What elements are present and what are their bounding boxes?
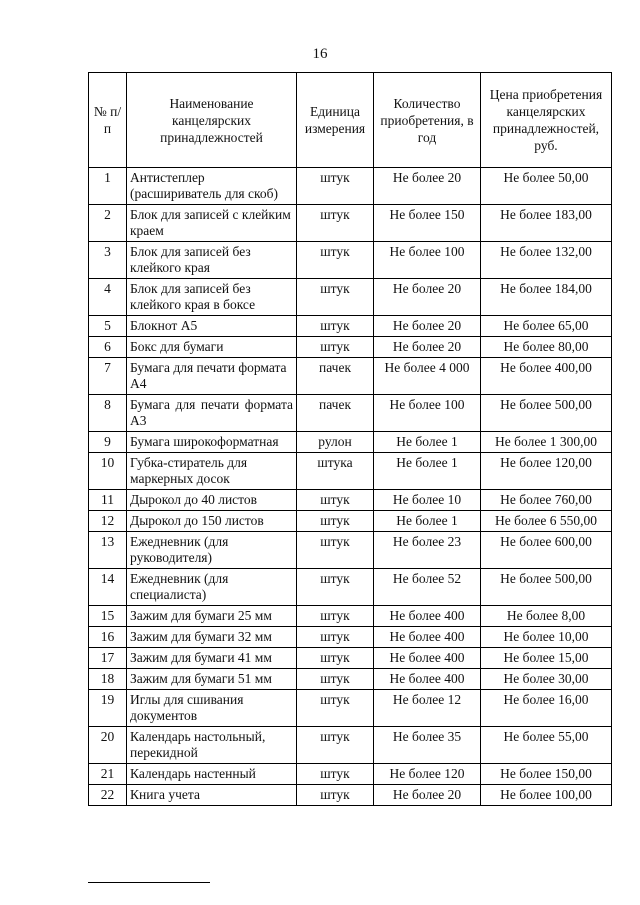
cell-price: Не более 100,00 bbox=[481, 785, 612, 806]
table-row bbox=[89, 337, 612, 358]
cell-unit: штук bbox=[297, 764, 374, 785]
cell-unit: штука bbox=[297, 453, 374, 490]
table-header-row bbox=[89, 73, 612, 168]
table-row bbox=[89, 490, 612, 511]
cell-name: Антистеплер (расшириватель для скоб) bbox=[127, 168, 297, 205]
cell-price: Не более 150,00 bbox=[481, 764, 612, 785]
table-row bbox=[89, 205, 612, 242]
cell-unit: штук bbox=[297, 669, 374, 690]
cell-number: 3 bbox=[89, 242, 127, 279]
table-row bbox=[89, 279, 612, 316]
cell-quantity: Не более 35 bbox=[374, 727, 481, 764]
header-unit: Единица измерения bbox=[297, 73, 374, 168]
cell-name: Дырокол до 150 листов bbox=[127, 511, 297, 532]
cell-price: Не более 6 550,00 bbox=[481, 511, 612, 532]
cell-price: Не более 500,00 bbox=[481, 569, 612, 606]
cell-number: 19 bbox=[89, 690, 127, 727]
cell-name: Бумага для печати формата А3 bbox=[127, 395, 297, 432]
cell-name: Иглы для сшивания документов bbox=[127, 690, 297, 727]
cell-name: Зажим для бумаги 25 мм bbox=[127, 606, 297, 627]
cell-unit: пачек bbox=[297, 395, 374, 432]
cell-price: Не более 400,00 bbox=[481, 358, 612, 395]
cell-name: Зажим для бумаги 41 мм bbox=[127, 648, 297, 669]
cell-unit: штук bbox=[297, 168, 374, 205]
cell-price: Не более 16,00 bbox=[481, 690, 612, 727]
cell-name: Календарь настенный bbox=[127, 764, 297, 785]
header-price: Цена приобретения канцелярских принадлежностей, руб. bbox=[481, 73, 612, 168]
footnote-separator bbox=[88, 882, 210, 883]
cell-quantity: Не более 150 bbox=[374, 205, 481, 242]
cell-number: 13 bbox=[89, 532, 127, 569]
cell-number: 5 bbox=[89, 316, 127, 337]
cell-price: Не более 8,00 bbox=[481, 606, 612, 627]
table-row bbox=[89, 627, 612, 648]
cell-quantity: Не более 20 bbox=[374, 316, 481, 337]
table-row bbox=[89, 785, 612, 806]
cell-name: Блокнот А5 bbox=[127, 316, 297, 337]
cell-quantity: Не более 120 bbox=[374, 764, 481, 785]
cell-unit: штук bbox=[297, 727, 374, 764]
cell-name: Календарь настольный, перекидной bbox=[127, 727, 297, 764]
cell-unit: штук bbox=[297, 606, 374, 627]
cell-unit: штук bbox=[297, 279, 374, 316]
cell-number: 17 bbox=[89, 648, 127, 669]
cell-name: Блок для записей без клейкого края bbox=[127, 242, 297, 279]
cell-quantity: Не более 400 bbox=[374, 606, 481, 627]
cell-number: 10 bbox=[89, 453, 127, 490]
header-number: № п/п bbox=[89, 73, 127, 168]
table-row bbox=[89, 606, 612, 627]
cell-quantity: Не более 20 bbox=[374, 337, 481, 358]
cell-price: Не более 15,00 bbox=[481, 648, 612, 669]
cell-number: 7 bbox=[89, 358, 127, 395]
header-name: Наименование канцелярских принадлежностей bbox=[127, 73, 297, 168]
cell-name: Книга учета bbox=[127, 785, 297, 806]
cell-name: Зажим для бумаги 32 мм bbox=[127, 627, 297, 648]
page-number: 16 bbox=[312, 46, 328, 62]
cell-unit: штук bbox=[297, 316, 374, 337]
supplies-table bbox=[88, 72, 612, 806]
cell-price: Не более 500,00 bbox=[481, 395, 612, 432]
table-row bbox=[89, 511, 612, 532]
cell-price: Не более 10,00 bbox=[481, 627, 612, 648]
cell-quantity: Не более 4 000 bbox=[374, 358, 481, 395]
cell-number: 1 bbox=[89, 168, 127, 205]
table-row bbox=[89, 690, 612, 727]
cell-name: Блок для записей с клейким краем bbox=[127, 205, 297, 242]
cell-quantity: Не более 1 bbox=[374, 432, 481, 453]
cell-unit: штук bbox=[297, 511, 374, 532]
table-row bbox=[89, 532, 612, 569]
table-row bbox=[89, 316, 612, 337]
cell-quantity: Не более 20 bbox=[374, 279, 481, 316]
cell-price: Не более 55,00 bbox=[481, 727, 612, 764]
cell-quantity: Не более 12 bbox=[374, 690, 481, 727]
cell-quantity: Не более 400 bbox=[374, 669, 481, 690]
cell-quantity: Не более 52 bbox=[374, 569, 481, 606]
cell-price: Не более 600,00 bbox=[481, 532, 612, 569]
cell-number: 22 bbox=[89, 785, 127, 806]
cell-number: 21 bbox=[89, 764, 127, 785]
cell-unit: пачек bbox=[297, 358, 374, 395]
cell-price: Не более 760,00 bbox=[481, 490, 612, 511]
table-row bbox=[89, 168, 612, 205]
cell-number: 14 bbox=[89, 569, 127, 606]
cell-name: Губка-стиратель для маркерных досок bbox=[127, 453, 297, 490]
cell-unit: штук bbox=[297, 690, 374, 727]
cell-price: Не более 65,00 bbox=[481, 316, 612, 337]
cell-name: Ежедневник (для руководителя) bbox=[127, 532, 297, 569]
cell-quantity: Не более 20 bbox=[374, 785, 481, 806]
cell-quantity: Не более 400 bbox=[374, 648, 481, 669]
cell-number: 2 bbox=[89, 205, 127, 242]
cell-price: Не более 132,00 bbox=[481, 242, 612, 279]
cell-quantity: Не более 1 bbox=[374, 511, 481, 532]
cell-number: 8 bbox=[89, 395, 127, 432]
cell-quantity: Не более 23 bbox=[374, 532, 481, 569]
cell-unit: штук bbox=[297, 205, 374, 242]
cell-price: Не более 184,00 bbox=[481, 279, 612, 316]
cell-number: 20 bbox=[89, 727, 127, 764]
table-row bbox=[89, 453, 612, 490]
header-quantity: Количество приобретения, в год bbox=[374, 73, 481, 168]
cell-quantity: Не более 400 bbox=[374, 627, 481, 648]
cell-number: 16 bbox=[89, 627, 127, 648]
cell-quantity: Не более 1 bbox=[374, 453, 481, 490]
table-row bbox=[89, 669, 612, 690]
cell-unit: штук bbox=[297, 490, 374, 511]
table-row bbox=[89, 395, 612, 432]
cell-name: Бумага широкоформатная bbox=[127, 432, 297, 453]
table-row bbox=[89, 727, 612, 764]
cell-unit: штук bbox=[297, 337, 374, 358]
cell-name: Зажим для бумаги 51 мм bbox=[127, 669, 297, 690]
cell-price: Не более 183,00 bbox=[481, 205, 612, 242]
cell-quantity: Не более 20 bbox=[374, 168, 481, 205]
cell-unit: штук bbox=[297, 569, 374, 606]
cell-number: 12 bbox=[89, 511, 127, 532]
table-row bbox=[89, 764, 612, 785]
cell-unit: штук bbox=[297, 785, 374, 806]
table-row bbox=[89, 648, 612, 669]
cell-number: 9 bbox=[89, 432, 127, 453]
table-row bbox=[89, 242, 612, 279]
cell-quantity: Не более 10 bbox=[374, 490, 481, 511]
cell-unit: штук bbox=[297, 532, 374, 569]
cell-unit: штук bbox=[297, 627, 374, 648]
cell-price: Не более 1 300,00 bbox=[481, 432, 612, 453]
cell-price: Не более 120,00 bbox=[481, 453, 612, 490]
cell-name: Дырокол до 40 листов bbox=[127, 490, 297, 511]
cell-name: Бокс для бумаги bbox=[127, 337, 297, 358]
cell-number: 4 bbox=[89, 279, 127, 316]
cell-name: Бумага для печати формата А4 bbox=[127, 358, 297, 395]
table-row bbox=[89, 358, 612, 395]
cell-price: Не более 30,00 bbox=[481, 669, 612, 690]
cell-unit: рулон bbox=[297, 432, 374, 453]
cell-quantity: Не более 100 bbox=[374, 242, 481, 279]
cell-unit: штук bbox=[297, 648, 374, 669]
cell-quantity: Не более 100 bbox=[374, 395, 481, 432]
table-row bbox=[89, 432, 612, 453]
cell-name: Блок для записей без клейкого края в боксе bbox=[127, 279, 297, 316]
cell-number: 6 bbox=[89, 337, 127, 358]
cell-price: Не более 80,00 bbox=[481, 337, 612, 358]
cell-number: 11 bbox=[89, 490, 127, 511]
cell-name: Ежедневник (для специалиста) bbox=[127, 569, 297, 606]
cell-number: 15 bbox=[89, 606, 127, 627]
cell-price: Не более 50,00 bbox=[481, 168, 612, 205]
cell-number: 18 bbox=[89, 669, 127, 690]
table-row bbox=[89, 569, 612, 606]
cell-unit: штук bbox=[297, 242, 374, 279]
